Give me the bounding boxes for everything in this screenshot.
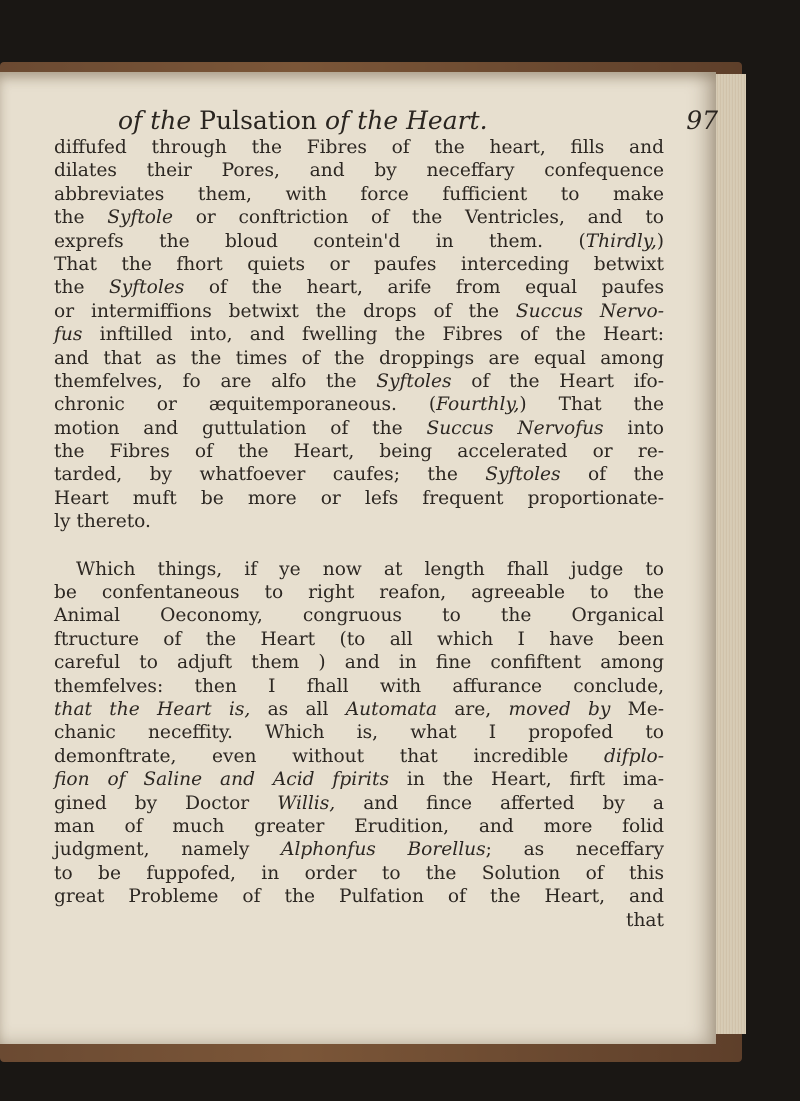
page-stack-edge bbox=[716, 74, 746, 1034]
text-span: in the Heart, firft ima- bbox=[389, 769, 664, 791]
italic-text: Syftoles bbox=[109, 277, 185, 299]
text-line bbox=[54, 838, 664, 861]
text-line bbox=[54, 206, 664, 229]
text-span: of the heart, arife from equal paufes bbox=[184, 277, 664, 299]
text-line bbox=[54, 721, 664, 744]
text-span: ; as neceffary bbox=[485, 839, 664, 861]
text-span: themfelves, fo are alfo the bbox=[54, 370, 377, 392]
text-line bbox=[54, 370, 664, 393]
text-span: the bbox=[54, 277, 110, 299]
text-span: ly thereto. bbox=[54, 511, 151, 533]
text-line bbox=[54, 651, 664, 674]
italic-text: Alphonfus Borellus bbox=[281, 839, 486, 861]
text-span: are, bbox=[437, 698, 509, 720]
text-span: ) bbox=[656, 230, 664, 252]
text-span: tarded, by whatfoever caufes; the bbox=[54, 464, 486, 486]
text-span: ) That the bbox=[519, 394, 664, 416]
text-line bbox=[54, 253, 664, 276]
text-span: abbreviates them, with force fufficient to make bbox=[54, 183, 664, 205]
text-span: into bbox=[603, 417, 665, 439]
text-span: of the bbox=[560, 464, 664, 486]
text-span: man of much greater Erudition, and more folid bbox=[54, 815, 664, 837]
text-line bbox=[54, 909, 664, 932]
text-line bbox=[54, 159, 664, 182]
running-title-part: of the bbox=[118, 106, 192, 135]
text-line bbox=[54, 463, 664, 486]
text-span: dilates their Pores, and by neceffary confequence bbox=[54, 160, 664, 182]
text-line bbox=[54, 675, 664, 698]
text-span: chanic neceffity. Which is, what I propofed to bbox=[54, 722, 664, 744]
text-line bbox=[54, 581, 664, 604]
text-span: the Fibres of the Heart, being accelerated or re- bbox=[54, 441, 664, 463]
paragraph-1 bbox=[54, 136, 664, 534]
text-span: careful to adjuft them ) and in fine confiftent among bbox=[54, 652, 664, 674]
text-span: as all bbox=[250, 698, 346, 720]
text-line bbox=[54, 815, 664, 838]
italic-text: Automata bbox=[345, 698, 438, 720]
text-span: gined by Doctor bbox=[54, 792, 278, 814]
paragraph-gap bbox=[54, 534, 664, 558]
running-title-part: of the Heart. bbox=[324, 106, 488, 135]
text-line bbox=[54, 230, 664, 253]
text-line bbox=[54, 885, 664, 908]
italic-text: Fourthly, bbox=[436, 394, 520, 416]
text-line bbox=[54, 323, 664, 346]
text-span: demonftrate, even without that incredible bbox=[54, 745, 604, 767]
running-title-part: Pulsation bbox=[191, 106, 325, 135]
text-span: great Probleme of the Pulfation of the Heart, and bbox=[54, 886, 664, 908]
italic-text: Succus Nervo- bbox=[515, 300, 664, 322]
text-span: inftilled into, and fwelling the Fibres of the Heart: bbox=[82, 324, 664, 346]
page-number: 97 bbox=[686, 106, 718, 135]
text-line bbox=[54, 183, 664, 206]
text-line bbox=[54, 440, 664, 463]
text-span: Heart muft be more or lefs frequent proportionate- bbox=[54, 487, 664, 509]
text-span: be confentaneous to right reafon, agreeable to the bbox=[54, 582, 664, 604]
italic-text: Syftole bbox=[107, 207, 173, 229]
text-span: chronic or æquitemporaneous. ( bbox=[54, 394, 437, 416]
italic-text: Syftoles bbox=[376, 370, 452, 392]
text-span: Which things, if ye now at length fhall judge to bbox=[76, 558, 664, 580]
italic-text: difplo- bbox=[603, 745, 664, 767]
italic-text: Willis, bbox=[277, 792, 336, 814]
running-head bbox=[118, 104, 718, 138]
text-line bbox=[54, 276, 664, 299]
text-line bbox=[54, 300, 664, 323]
paragraph-2 bbox=[54, 558, 664, 932]
text-line bbox=[54, 628, 664, 651]
text-span: and fince afferted by a bbox=[335, 792, 664, 814]
text-span: to be fuppofed, in order to the Solution of this bbox=[54, 862, 664, 884]
text-line bbox=[54, 347, 664, 370]
italic-text: moved by bbox=[508, 698, 611, 720]
italic-text: that the Heart is, bbox=[54, 698, 251, 720]
text-line bbox=[54, 768, 664, 791]
italic-text: fus bbox=[54, 324, 83, 346]
italic-text: fion of Saline and Acid fpirits bbox=[54, 769, 390, 791]
text-span: That the fhort quiets or paufes interceding betwixt bbox=[54, 253, 664, 275]
italic-text: Syftoles bbox=[485, 464, 561, 486]
text-span: ftructure of the Heart (to all which I have been bbox=[54, 628, 664, 650]
text-line bbox=[54, 510, 664, 533]
text-line bbox=[54, 792, 664, 815]
text-span: Animal Oeconomy, congruous to the Organical bbox=[54, 605, 664, 627]
text-span: themfelves: then I fhall with affurance conclude, bbox=[54, 675, 664, 697]
text-span: motion and guttulation of the bbox=[54, 417, 427, 439]
body-text bbox=[54, 136, 664, 932]
text-line bbox=[54, 698, 664, 721]
text-span: that bbox=[625, 909, 664, 931]
text-line bbox=[54, 604, 664, 627]
text-span: or conftriction of the Ventricles, and to bbox=[172, 207, 664, 229]
text-line bbox=[54, 136, 664, 159]
text-span: judgment, namely bbox=[54, 839, 282, 861]
text-line bbox=[54, 745, 664, 768]
text-span: and that as the times of the droppings are equal among bbox=[54, 347, 664, 369]
italic-text: Thirdly, bbox=[585, 230, 657, 252]
text-line bbox=[54, 487, 664, 510]
text-span: diffufed through the Fibres of the heart, fills and bbox=[54, 137, 664, 158]
text-span: or intermiffions betwixt the drops of the bbox=[54, 300, 516, 322]
text-span: Me- bbox=[610, 698, 664, 720]
text-span: the bbox=[54, 207, 108, 229]
text-line bbox=[54, 558, 664, 581]
text-span: exprefs the bloud contein'd in them. ( bbox=[54, 230, 586, 252]
italic-text: Succus Nervofus bbox=[426, 417, 604, 439]
text-line bbox=[54, 862, 664, 885]
text-line bbox=[54, 417, 664, 440]
text-line bbox=[54, 393, 664, 416]
running-title bbox=[118, 104, 488, 138]
text-span: of the Heart ifo- bbox=[451, 370, 664, 392]
